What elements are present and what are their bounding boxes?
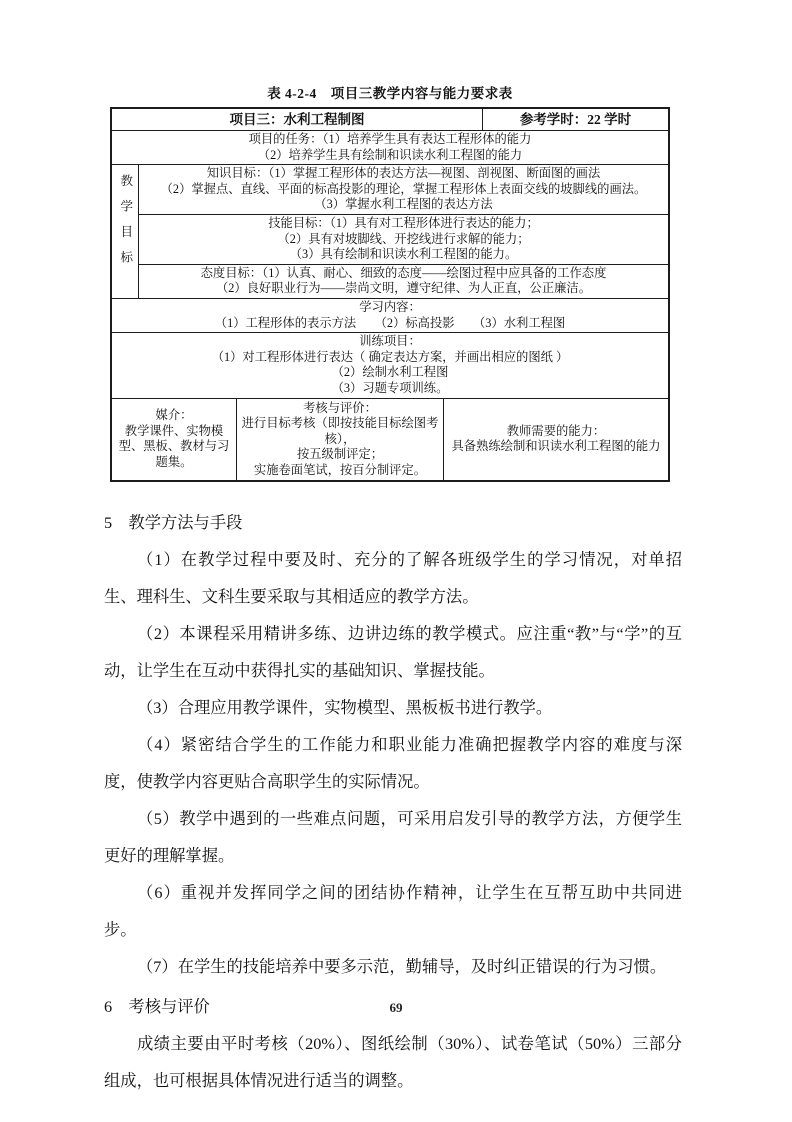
media-cell [112, 399, 237, 481]
paragraph: （5）教学中遇到的一些难点问题，可采用启发引导的教学方法，方便学生更好的理解掌握。 [104, 809, 682, 866]
teacher-line: 具备熟练绘制和识读水利工程图的能力 [451, 439, 661, 454]
attitude-line: （2）良好职业行为——崇尚文明，遵守纪律、为人正直，公正廉洁。 [215, 281, 592, 296]
skill-goals-cell [139, 214, 668, 264]
project-title-cell: 项目三：水利工程制图 [112, 109, 483, 130]
section-heading-5: 5 教学方法与手段 [104, 513, 243, 533]
reference-hours-cell: 参考学时：22 学时 [519, 112, 632, 127]
skill-line: （3）具有绘制和识读水利工程图的能力。 [289, 247, 518, 262]
teaching-goals-cells [139, 165, 668, 298]
skill-line: （2）具有对坡脚线、开挖线进行求解的能力； [277, 231, 530, 246]
section-heading-6: 6 考核与评价 [104, 997, 210, 1017]
table-caption: 表 4-2-4 项目三教学内容与能力要求表 [267, 86, 513, 101]
assessment-cell [237, 399, 444, 481]
attitude-goals-cell [139, 264, 668, 298]
knowledge-line: （3）掌握水利工程图的表达方法 [314, 197, 493, 212]
media-line: 媒介： [155, 408, 193, 423]
paragraph: （4）紧密结合学生的工作能力和职业能力准确把握教学内容的难度与深度，使教学内容更贴合高职学生的实际情况。 [104, 735, 682, 792]
training-line: （1）对工程形体进行表达（ 确定表达方案，并画出相应的图纸 ） [211, 349, 569, 364]
knowledge-line: （2）掌握点、直线、平面的标高投影的理论，掌握工程形体上表面交线的坡脚线的画法。 [160, 181, 647, 196]
knowledge-goals-cell [139, 165, 668, 214]
media-line: 教学课件、实物模型、黑板、教材与习题集。 [118, 423, 230, 470]
teacher-line: 教师需要的能力： [506, 423, 606, 438]
paragraph: （6）重视并发挥同学之间的团结协作精神，让学生在互帮互助中共同进步。 [104, 883, 682, 940]
learning-line: （1）工程形体的表示方法 （2）标高投影 （3）水利工程图 [214, 315, 566, 330]
course-requirements-table [110, 107, 670, 482]
training-line: （2）绘制水利工程图 [331, 365, 449, 380]
attitude-line: 态度目标：（1）认真、耐心、细致的态度——绘图过程中应具备的工作态度 [200, 265, 607, 280]
skill-line: 技能目标：（1）具有对工程形体进行表达的能力； [268, 215, 539, 230]
training-projects-cell [112, 332, 668, 397]
page-number: 69 [389, 1000, 403, 1015]
assessment-line: 进行目标考核（即按技能目标绘图考核）， [241, 416, 439, 446]
assessment-line: 实施卷面笔试，按百分制评定。 [253, 462, 427, 477]
paragraph: （1）在教学过程中要及时、充分的了解各班级学生的学习情况，对单招生、理科生、文科生要采取与其相适应的教学方法。 [104, 550, 682, 607]
training-line: 训练项目： [359, 334, 421, 349]
paragraph: 成绩主要由平时考核（20%）、图纸绘制（30%）、试卷笔试（50%）三部分组成，也可根据具体情况进行适当的调整。 [104, 1034, 682, 1091]
paragraph: （2）本课程采用精讲多练、边讲边练的教学模式。应注重“教”与“学”的互动，让学生在互动中获得扎实的基础知识、掌握技能。 [104, 624, 682, 681]
assessment-line: 考核与评价： [303, 400, 377, 415]
task-line: （2）培养学生具有绘制和识读水利工程图的能力 [257, 147, 523, 162]
paragraph: （3）合理应用教学课件，实物模型、黑板板书进行教学。 [137, 698, 553, 718]
training-line: （3）习题专项训练。 [331, 380, 449, 395]
assessment-line: 按五级制评定； [296, 447, 384, 462]
paragraph: （7）在学生的技能培养中要多示范，勤辅导，及时纠正错误的行为习惯。 [137, 957, 667, 977]
task-line: 项目的任务：（1）培养学生具有表达工程形体的能力 [248, 132, 532, 146]
table-header-row [112, 109, 668, 130]
project-task-cell [112, 130, 668, 164]
teacher-ability-cell [444, 399, 668, 481]
teaching-goals-label: 教学目标 [112, 165, 139, 298]
table-bottom-row [112, 398, 668, 481]
learning-content-cell [112, 298, 668, 332]
knowledge-line: 知识目标：（1）掌握工程形体的表达方法—视图、剖视图、断面图的画法 [206, 166, 601, 181]
learning-line: 学习内容： [359, 299, 421, 314]
teaching-goals-row [112, 164, 668, 298]
